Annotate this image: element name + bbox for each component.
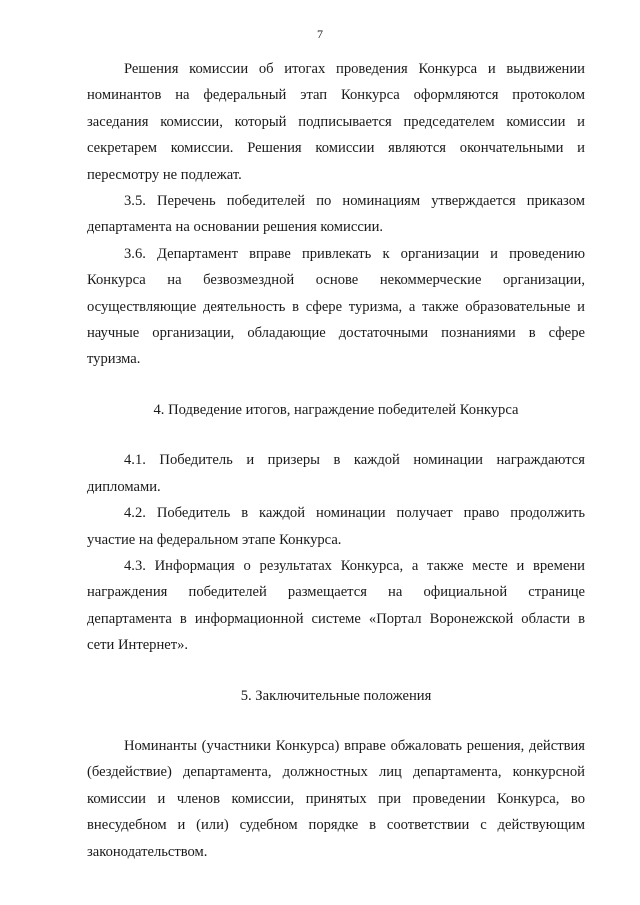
paragraph-4-2: 4.2. Победитель в каждой номинации получает право продолжить участие на федеральном этапе Конкурса. [87, 505, 585, 548]
section-spacer [87, 373, 585, 397]
paragraph-commission-decisions: Решения комиссии об итогах проведения Конкурса и выдвижении номинантов на федеральный этап Конкурса оформляются протоколом заседания комиссии, который подписывается председателем комиссии и секретарем комиссии. Решения комиссии являются окончательными и пересмотру не подлежат. [87, 61, 585, 183]
document-body [87, 56, 585, 865]
section-spacer [87, 709, 585, 733]
paragraph-final-provisions: Номинанты (участники Конкурса) вправе обжаловать решения, действия (бездействие) департамента, должностных лиц департамента, конкурсной комиссии и членов комиссии, принятых при проведении Конкурса, во внесудебном и (или) судебном порядке в соответствии с действующим законодательством. [87, 737, 585, 860]
paragraph-3-5: 3.5. Перечень победителей по номинациям утверждается приказом департамента на основании решения комиссии. [87, 193, 585, 236]
section-4-heading: 4. Подведение итогов, награждение победителей Конкурса [153, 401, 519, 418]
page-number: 7 [317, 27, 323, 41]
paragraph-4-3: 4.3. Информация о результатах Конкурса, а также месте и времени награждения победителей размещается на официальной странице департамента в информационной системе «Портал Воронежской области в сети Интернет». [87, 557, 585, 654]
section-spacer [87, 423, 585, 447]
section-5-heading: 5. Заключительные положения [240, 687, 432, 704]
paragraph-4-1: 4.1. Победитель и призеры в каждой номинации награждаются дипломами. [87, 452, 585, 495]
section-spacer [87, 659, 585, 683]
paragraph-3-6: 3.6. Департамент вправе привлекать к организации и проведению Конкурса на безвозмездной основе некоммерческие организации, осуществляющие деятельность в сфере туризма, а также образовательные и научные организации, обладающие достаточными познаниями в сфере туризма. [87, 245, 585, 368]
